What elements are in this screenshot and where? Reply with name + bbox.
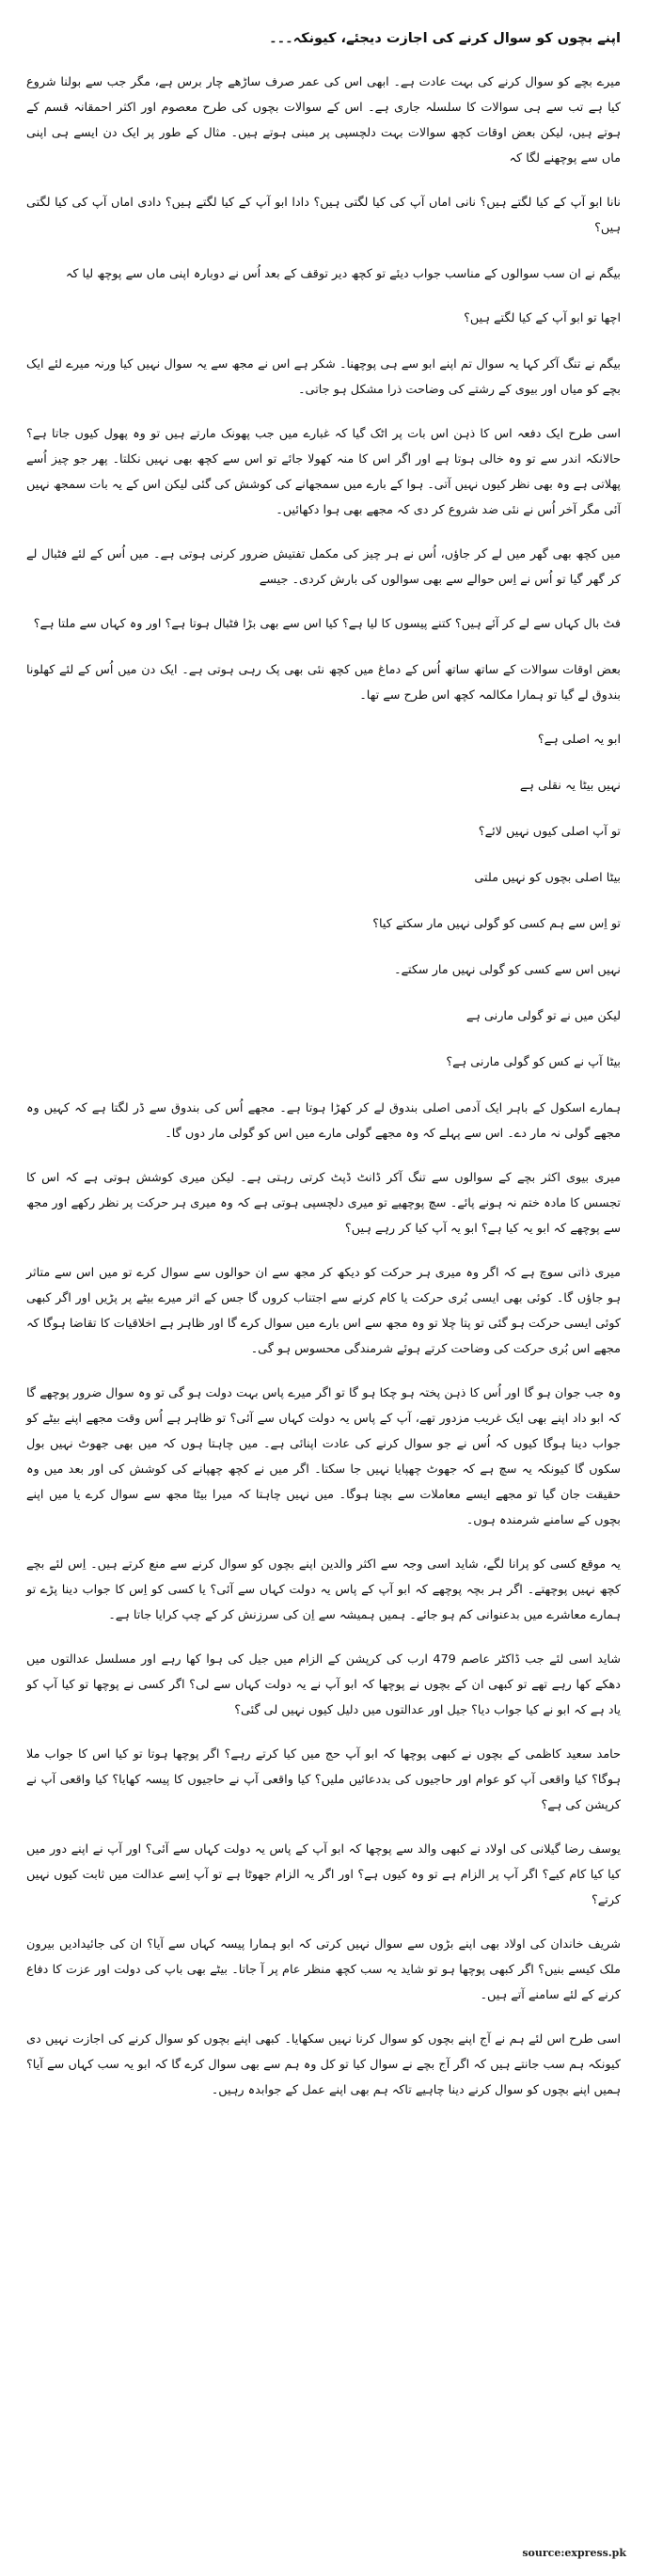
article-title: اپنے بچوں کو سوال کرنے کی اجازت دیجئے، کیونکہ۔۔۔	[269, 31, 621, 46]
paragraph: یہ موقع کسی کو پرانا لگے، شاید اسی وجہ سے اکثر والدین اپنے بچوں کو سوال کرنے سے منع کرتے ہیں۔ اِس لئے بچے کچھ نہیں پوچھتے۔ اگر ہر بچہ پوچھے کہ ابو آپ کے پاس یہ دولت کہاں سے آئی؟ یا کسی کو اِس کا جواب دینا پڑے تو ہمارے معاشرے میں بدعنوانی کم ہو جائے۔ ہمیں ہمیشہ سے اِن کی سرزنش کر کے چپ کرایا جاتا ہے۔	[26, 1557, 621, 1622]
dialogue-line: تو اِس سے ہم کسی کو گولی نہیں مار سکتے کیا؟	[372, 917, 621, 931]
paragraph: نانا ابو آپ کے کیا لگتے ہیں؟ نانی اماں آپ کی کیا لگتی ہیں؟ دادا ابو آپ کے کیا لگتے ہیں؟ دادی اماں آپ کی کیا لگتی ہیں؟	[26, 196, 621, 235]
paragraph: حامد سعید کاظمی کے بچوں نے کبھی پوچھا کہ ابو آپ حج میں کیا کرتے رہے؟ اگر پوچھا ہوتا تو کیا اس کا جواب ملا ہوگا؟ کیا واقعی آپ کو عوام اور حاجیوں کی بددعائیں ملیں؟ کیا واقعی آپ نے حاجیوں کا پیسہ کھایا؟ کیا واقعی آپ نے کرپشن کی ہے؟	[26, 1747, 621, 1812]
dialogue-line: تو آپ اصلی کیوں نہیں لائے؟	[478, 825, 621, 839]
article-body	[26, 70, 621, 2103]
dialogue-line: ابو یہ اصلی ہے؟	[537, 733, 621, 747]
paragraph: میرے بچے کو سوال کرنے کی بہت عادت ہے۔ ابھی اس کی عمر صرف ساڑھے چار برس ہے، مگر جب سے بولنا شروع کیا ہے تب سے ہی سوالات کا سلسلہ جاری ہے۔ اس کے سوالات بچوں کی طرح معصوم اور اکثر احمقانہ قسم کے ہوتے ہیں، لیکن بعض اوقات کچھ سوالات بہت دلچسپی پر مبنی ہوتے ہیں۔ مثال کے طور پر ایک دن ایسے ہی اپنی ماں سے پوچھنے لگا کہ	[26, 75, 621, 166]
dialogue-line: لیکن میں نے تو گولی مارنی ہے	[466, 1009, 621, 1023]
paragraph: بعض اوقات سوالات کے ساتھ ساتھ اُس کے دماغ میں کچھ نئی بھی پک رہی ہوتی ہے۔ ایک دن میں اُس کے لئے کھلونا بندوق لے گیا تو ہمارا مکالمہ کچھ اس طرح سے تھا۔	[26, 663, 621, 703]
paragraph: اسی طرح اس لئے ہم نے آج اپنے بچوں کو سوال کرنا نہیں سکھایا۔ کبھی اپنے بچوں کو سوال کرنے کی اجازت نہیں دی کیونکہ ہم سب جانتے ہیں کہ اگر آج بچے نے سوال کیا تو کل وہ ہم سے بھی سوال کرے گا کہ ابو یہ سب کہاں سے آیا؟ ہمیں اپنے بچوں کو سوال کرنے دینا چاہیے تاکہ ہم بھی اپنے عمل کے جوابدہ رہیں۔	[26, 2032, 621, 2097]
paragraph: شاید اسی لئے جب ڈاکٹر عاصم 479 ارب کی کرپشن کے الزام میں جیل کی ہوا کھا رہے اور مسلسل عدالتوں میں دھکے کھا رہے تھے تو کبھی ان کے بچوں نے پوچھا کہ ابو آپ نے یہ دولت کہاں سے لی؟ اگر کسی نے پوچھا تو کیا آپ کو یاد ہے کہ ابو نے کیا جواب دیا؟ جیل اور عدالتوں میں دلیل کیوں نہیں لی گئی؟	[26, 1652, 622, 1717]
paragraph: اچھا تو ابو آپ کے کیا لگتے ہیں؟	[464, 311, 621, 325]
dialogue-line: بیٹا اصلی بچوں کو نہیں ملتی	[474, 871, 621, 885]
paragraph: بیگم نے تنگ آکر کہا یہ سوال تم اپنے ابو سے ہی پوچھنا۔ شکر ہے اس نے مجھ سے یہ سوال نہیں کیا ورنہ میرے لئے ایک بچے کو میاں اور بیوی کے رشتے کی وضاحت ذرا مشکل ہو جاتی۔	[26, 357, 621, 397]
paragraph: یوسف رضا گیلانی کی اولاد نے کبھی والد سے پوچھا کہ ابو آپ کے پاس یہ دولت کہاں سے آئی؟ اور آپ نے اپنے دور میں کیا کیا کام کیے؟ اگر آپ پر الزام ہے تو وہ کیوں ہے؟ اور اگر یہ الزام جھوٹا ہے تو آپ اِسے عدالت میں ثابت کیوں نہیں کرتے؟	[26, 1842, 621, 1907]
paragraph: ہمارے اسکول کے باہر ایک آدمی اصلی بندوق لے کر کھڑا ہوتا ہے۔ مجھے اُس کی بندوق سے ڈر لگتا ہے کہ کہیں وہ مجھے گولی نہ مار دے۔ اس سے پہلے کہ وہ مجھے گولی مارے میں اس کو گولی مار دوں گا۔	[26, 1101, 621, 1141]
dialogue-line: نہیں بیٹا یہ نقلی ہے	[519, 779, 621, 793]
source-credit: source:express.pk	[522, 2547, 626, 2559]
paragraph: فٹ بال کہاں سے لے کر آئے ہیں؟ کتنے پیسوں کا لیا ہے؟ کیا اس سے بھی بڑا فٹبال ہوتا ہے؟ اور وہ کہاں سے ملتا ہے؟	[33, 617, 621, 631]
paragraph: میری بیوی اکثر بچے کے سوالوں سے تنگ آکر ڈانٹ ڈپٹ کرتی رہتی ہے۔ لیکن میری کوشش ہوتی ہے کہ اس کا تجسس کا مادہ ختم نہ ہونے پائے۔ سچ پوچھیے تو میری دلچسپی ہوتی ہے کہ وہ میری ہر حرکت پر نظر رکھے اور مجھ سے پوچھے کہ ابو یہ کیا ہے؟ ابو یہ آپ کیا کر رہے ہیں؟	[26, 1171, 621, 1236]
dialogue-line: بیٹا آپ نے کس کو گولی مارنی ہے؟	[446, 1055, 621, 1069]
paragraph: اسی طرح ایک دفعہ اس کا ذہن اس بات پر اٹک گیا کہ غبارے میں جب پھونک مارتے ہیں تو وہ پھول کیوں جاتا ہے؟ حالانکہ اندر سے تو وہ خالی ہوتا ہے اور اگر اس کا منہ کھولا جائے تو اس سے کچھ بھی نہیں نکلتا۔ پھر جو چیز اُسے پھلاتی ہے وہ بھی نظر کیوں نہیں آتی۔ ہوا کے بارے میں سمجھانے کی کوشش کی گئی لیکن اس کے یہ بات سمجھ نہیں آئی مگر آخر اُس نے نئی ضد شروع کر دی کہ مجھے بھی ہوا دکھائیں۔	[26, 427, 621, 517]
paragraph: شریف خاندان کی اولاد بھی اپنے بڑوں سے سوال نہیں کرتی کہ ابو ہمارا پیسہ کہاں سے آیا؟ ان کی جائیدادیں بیرون ملک کیسے بنیں؟ اگر کبھی پوچھا ہو تو شاید یہ سب کچھ منظر عام پر آ جاتا۔ بیٹے بھی باپ کی دولت اور عزت کا دفاع کرنے کے لئے سامنے آتے ہیں۔	[26, 1937, 621, 2002]
dialogue-line: نہیں اس سے کسی کو گولی نہیں مار سکتے۔	[394, 963, 621, 977]
paragraph: بیگم نے ان سب سوالوں کے مناسب جواب دیئے تو کچھ دیر توقف کے بعد اُس نے دوبارہ اپنی ماں سے پوچھ لیا کہ	[65, 267, 621, 281]
paragraph: وہ جب جوان ہو گا اور اُس کا ذہن پختہ ہو چکا ہو گا تو اگر میرے پاس بہت دولت ہو گی تو وہ سوال ضرور پوچھے گا کہ ابو داد اپنے بھی ایک غریب مزدور تھے، آپ کے پاس یہ دولت کہاں سے آئی؟ تو ظاہر ہے اُس وقت مجھے اپنے بیٹے کو جواب دینا ہوگا کیوں کہ اُس نے جو سوال کرنے کی عادت اپنائی ہے۔ میں چاہتا ہوں کہ میں بھی جھوٹ نہیں بول سکوں گا کیونکہ یہ سچ ہے کہ جھوٹ چھپایا نہیں جا سکتا۔ اگر میں نے کچھ چھپانے کی کوشش کی اور بعد میں وہ حقیقت جان گیا تو مجھے ایسے معاملات سے بچنا ہوگا۔ میں نہیں چاہتا کہ میرا بیٹا مجھ سے سوال کرے یا میں اپنے بچوں کے سامنے شرمندہ ہوں۔	[26, 1386, 621, 1527]
paragraph: میری ذاتی سوچ ہے کہ اگر وہ میری ہر حرکت کو دیکھ کر مجھ سے ان حوالوں سے سوال کرے تو میں اس سے متاثر ہو جاؤں گا۔ کوئی بھی ایسی بُری حرکت یا کام کرنے سے اجتناب کروں گا جس کے اثر میرے بیٹے پر پڑیں اور اگر کبھی کوئی ایسی حرکت ہو گئی تو پتا چلا تو وہ مجھ سے اس بارے میں سوال کرے گا اور ظاہر ہے اخلاقیات کا تقاضا ہوگا کہ مجھے اس بُری حرکت کی وضاحت کرتے ہوئے شرمندگی محسوس ہو گی۔	[26, 1266, 621, 1356]
paragraph: میں کچھ بھی گھر میں لے کر جاؤں، اُس نے ہر چیز کی مکمل تفتیش ضرور کرنی ہوتی ہے۔ میں اُس کے لئے فٹبال لے کر گھر گیا تو اُس نے اِس حوالے سے بھی سوالوں کی بارش کردی۔ جیسے	[26, 547, 621, 587]
